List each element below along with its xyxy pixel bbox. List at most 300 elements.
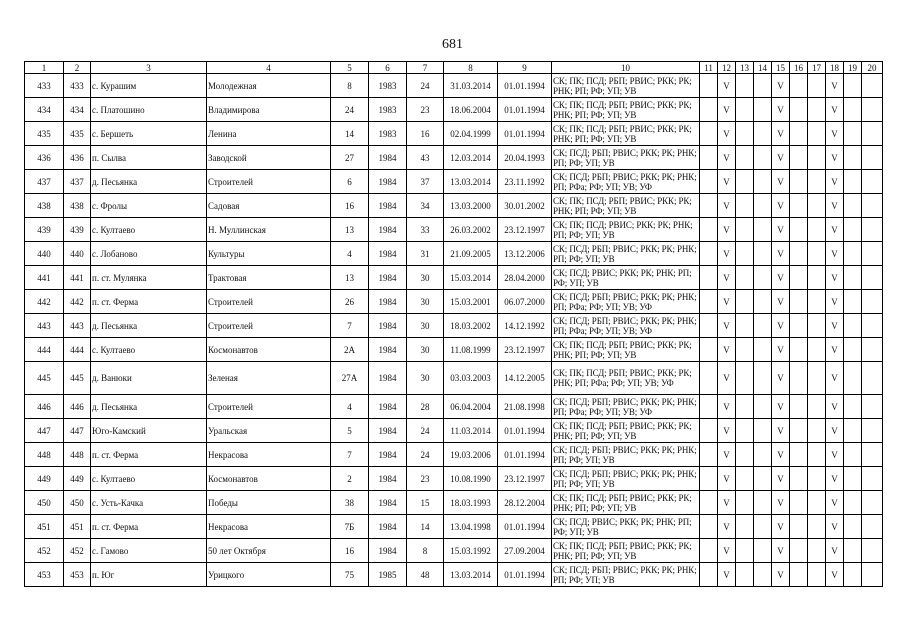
mark-col-20 bbox=[862, 314, 883, 338]
mark-col-17 bbox=[808, 194, 826, 218]
house-number: 27А bbox=[331, 362, 369, 395]
mark-col-17 bbox=[808, 98, 826, 122]
mark-col-13 bbox=[736, 266, 754, 290]
work-codes: СК; ПСД; РБП; РВИС; РКК; РК; РНК; РП; РФ; УП; УВ bbox=[552, 443, 700, 467]
column-header-5: 5 bbox=[331, 62, 369, 74]
mark-col-11 bbox=[700, 539, 718, 563]
mark-col-17 bbox=[808, 395, 826, 419]
mark-col-20 bbox=[862, 419, 883, 443]
year-built: 1984 bbox=[369, 170, 407, 194]
mark-col-14 bbox=[754, 98, 772, 122]
mark-col-17 bbox=[808, 539, 826, 563]
mark-col-11 bbox=[700, 515, 718, 539]
work-codes: СК; ПСД; РБП; РВИС; РКК; РК; РНК; РП; РФа; РФ; УП; УВ; УФ bbox=[552, 170, 700, 194]
mark-col-17 bbox=[808, 242, 826, 266]
mark-col-18: V bbox=[826, 443, 844, 467]
mark-col-16 bbox=[790, 362, 808, 395]
table-row bbox=[25, 362, 883, 395]
mark-col-13 bbox=[736, 338, 754, 362]
mark-col-20 bbox=[862, 266, 883, 290]
table-row bbox=[25, 98, 883, 122]
mark-col-16 bbox=[790, 242, 808, 266]
mark-col-12: V bbox=[718, 563, 736, 587]
mark-col-11 bbox=[700, 338, 718, 362]
table-row bbox=[25, 395, 883, 419]
mark-col-16 bbox=[790, 491, 808, 515]
mark-col-12: V bbox=[718, 194, 736, 218]
record-number: 441 bbox=[64, 266, 91, 290]
locality: п. Юг bbox=[91, 563, 207, 587]
house-number: 13 bbox=[331, 218, 369, 242]
house-number: 38 bbox=[331, 491, 369, 515]
date-survey: 18.06.2004 bbox=[444, 98, 498, 122]
mark-col-17 bbox=[808, 122, 826, 146]
date-registered: 13.12.2006 bbox=[498, 242, 552, 266]
mark-col-18: V bbox=[826, 122, 844, 146]
work-codes: СК; ПСД; РБП; РВИС; РКК; РК; РНК; РП; РФ; УП; УВ bbox=[552, 467, 700, 491]
row-number: 447 bbox=[25, 419, 64, 443]
mark-col-11 bbox=[700, 419, 718, 443]
locality: Юго-Камский bbox=[91, 419, 207, 443]
mark-col-16 bbox=[790, 338, 808, 362]
mark-col-14 bbox=[754, 194, 772, 218]
mark-col-17 bbox=[808, 218, 826, 242]
house-number: 4 bbox=[331, 242, 369, 266]
units: 16 bbox=[407, 122, 444, 146]
mark-col-11 bbox=[700, 170, 718, 194]
mark-col-15: V bbox=[772, 290, 790, 314]
year-built: 1984 bbox=[369, 395, 407, 419]
column-header-2: 2 bbox=[64, 62, 91, 74]
mark-col-11 bbox=[700, 443, 718, 467]
mark-col-14 bbox=[754, 242, 772, 266]
record-number: 438 bbox=[64, 194, 91, 218]
column-header-8: 8 bbox=[444, 62, 498, 74]
date-registered: 27.09.2004 bbox=[498, 539, 552, 563]
units: 30 bbox=[407, 290, 444, 314]
street: Уральская bbox=[207, 419, 331, 443]
mark-col-13 bbox=[736, 170, 754, 194]
mark-col-19 bbox=[844, 362, 862, 395]
house-number: 7 bbox=[331, 443, 369, 467]
mark-col-14 bbox=[754, 290, 772, 314]
year-built: 1983 bbox=[369, 98, 407, 122]
mark-col-19 bbox=[844, 563, 862, 587]
mark-col-16 bbox=[790, 266, 808, 290]
work-codes: СК; ПК; ПСД; РБП; РВИС; РКК; РК; РНК; РП; РФ; УП; УВ bbox=[552, 122, 700, 146]
mark-col-16 bbox=[790, 122, 808, 146]
mark-col-14 bbox=[754, 362, 772, 395]
mark-col-18: V bbox=[826, 419, 844, 443]
work-codes: СК; ПСД; РВИС; РКК; РК; РНК; РП; РФ; УП; УВ bbox=[552, 266, 700, 290]
mark-col-12: V bbox=[718, 98, 736, 122]
mark-col-12: V bbox=[718, 539, 736, 563]
mark-col-12: V bbox=[718, 419, 736, 443]
record-number: 439 bbox=[64, 218, 91, 242]
mark-col-15: V bbox=[772, 491, 790, 515]
mark-col-16 bbox=[790, 98, 808, 122]
mark-col-12: V bbox=[718, 266, 736, 290]
mark-col-18: V bbox=[826, 491, 844, 515]
mark-col-20 bbox=[862, 491, 883, 515]
record-number: 451 bbox=[64, 515, 91, 539]
locality: с. Култаево bbox=[91, 218, 207, 242]
mark-col-15: V bbox=[772, 146, 790, 170]
row-number: 444 bbox=[25, 338, 64, 362]
mark-col-14 bbox=[754, 443, 772, 467]
house-number: 27 bbox=[331, 146, 369, 170]
mark-col-20 bbox=[862, 395, 883, 419]
mark-col-14 bbox=[754, 419, 772, 443]
row-number: 452 bbox=[25, 539, 64, 563]
row-number: 439 bbox=[25, 218, 64, 242]
mark-col-12: V bbox=[718, 443, 736, 467]
mark-col-16 bbox=[790, 419, 808, 443]
street: Строителей bbox=[207, 395, 331, 419]
locality: п. Сылва bbox=[91, 146, 207, 170]
house-number: 2А bbox=[331, 338, 369, 362]
date-survey: 18.03.2002 bbox=[444, 314, 498, 338]
mark-col-12: V bbox=[718, 314, 736, 338]
mark-col-11 bbox=[700, 242, 718, 266]
record-number: 440 bbox=[64, 242, 91, 266]
mark-col-16 bbox=[790, 395, 808, 419]
street: Строителей bbox=[207, 170, 331, 194]
mark-col-17 bbox=[808, 362, 826, 395]
mark-col-14 bbox=[754, 74, 772, 98]
street: Садовая bbox=[207, 194, 331, 218]
year-built: 1984 bbox=[369, 314, 407, 338]
mark-col-17 bbox=[808, 74, 826, 98]
year-built: 1984 bbox=[369, 443, 407, 467]
mark-col-19 bbox=[844, 74, 862, 98]
street: Молодежная bbox=[207, 74, 331, 98]
date-survey: 15.03.1992 bbox=[444, 539, 498, 563]
row-number: 450 bbox=[25, 491, 64, 515]
date-registered: 01.01.1994 bbox=[498, 443, 552, 467]
mark-col-17 bbox=[808, 491, 826, 515]
mark-col-17 bbox=[808, 266, 826, 290]
record-number: 449 bbox=[64, 467, 91, 491]
mark-col-20 bbox=[862, 122, 883, 146]
mark-col-11 bbox=[700, 74, 718, 98]
mark-col-12: V bbox=[718, 170, 736, 194]
mark-col-19 bbox=[844, 290, 862, 314]
mark-col-15: V bbox=[772, 218, 790, 242]
mark-col-18: V bbox=[826, 266, 844, 290]
column-header-15: 15 bbox=[772, 62, 790, 74]
house-number: 14 bbox=[331, 122, 369, 146]
mark-col-11 bbox=[700, 491, 718, 515]
mark-col-12: V bbox=[718, 74, 736, 98]
row-number: 440 bbox=[25, 242, 64, 266]
street: Владимирова bbox=[207, 98, 331, 122]
column-header-12: 12 bbox=[718, 62, 736, 74]
column-header-17: 17 bbox=[808, 62, 826, 74]
mark-col-16 bbox=[790, 218, 808, 242]
locality: с. Култаево bbox=[91, 467, 207, 491]
units: 37 bbox=[407, 170, 444, 194]
date-registered: 23.11.1992 bbox=[498, 170, 552, 194]
mark-col-15: V bbox=[772, 395, 790, 419]
mark-col-11 bbox=[700, 467, 718, 491]
record-number: 444 bbox=[64, 338, 91, 362]
record-number: 447 bbox=[64, 419, 91, 443]
house-number: 8 bbox=[331, 74, 369, 98]
mark-col-11 bbox=[700, 146, 718, 170]
date-registered: 30.01.2002 bbox=[498, 194, 552, 218]
date-registered: 01.01.1994 bbox=[498, 122, 552, 146]
mark-col-19 bbox=[844, 218, 862, 242]
work-codes: СК; ПК; ПСД; РБП; РВИС; РКК; РК; РНК; РП; РФ; УП; УВ bbox=[552, 539, 700, 563]
house-number: 16 bbox=[331, 539, 369, 563]
date-survey: 02.04.1999 bbox=[444, 122, 498, 146]
locality: с. Усть-Качка bbox=[91, 491, 207, 515]
column-header-13: 13 bbox=[736, 62, 754, 74]
date-registered: 28.12.2004 bbox=[498, 491, 552, 515]
column-header-4: 4 bbox=[207, 62, 331, 74]
mark-col-13 bbox=[736, 314, 754, 338]
locality: д. Песьянка bbox=[91, 395, 207, 419]
house-number: 13 bbox=[331, 266, 369, 290]
mark-col-18: V bbox=[826, 170, 844, 194]
mark-col-16 bbox=[790, 467, 808, 491]
year-built: 1983 bbox=[369, 74, 407, 98]
street: Ленина bbox=[207, 122, 331, 146]
table-row bbox=[25, 170, 883, 194]
mark-col-12: V bbox=[718, 122, 736, 146]
house-number: 7 bbox=[331, 314, 369, 338]
row-number: 451 bbox=[25, 515, 64, 539]
street: Заводской bbox=[207, 146, 331, 170]
mark-col-19 bbox=[844, 443, 862, 467]
date-survey: 26.03.2002 bbox=[444, 218, 498, 242]
mark-col-15: V bbox=[772, 338, 790, 362]
mark-col-19 bbox=[844, 98, 862, 122]
mark-col-13 bbox=[736, 194, 754, 218]
record-number: 434 bbox=[64, 98, 91, 122]
table-row bbox=[25, 122, 883, 146]
year-built: 1984 bbox=[369, 146, 407, 170]
row-number: 438 bbox=[25, 194, 64, 218]
row-number: 449 bbox=[25, 467, 64, 491]
mark-col-20 bbox=[862, 362, 883, 395]
house-number: 24 bbox=[331, 98, 369, 122]
mark-col-19 bbox=[844, 314, 862, 338]
mark-col-14 bbox=[754, 338, 772, 362]
mark-col-11 bbox=[700, 395, 718, 419]
mark-col-12: V bbox=[718, 362, 736, 395]
house-number: 7Б bbox=[331, 515, 369, 539]
mark-col-11 bbox=[700, 98, 718, 122]
mark-col-19 bbox=[844, 170, 862, 194]
street: Урицкого bbox=[207, 563, 331, 587]
mark-col-12: V bbox=[718, 242, 736, 266]
date-registered: 14.12.1992 bbox=[498, 314, 552, 338]
work-codes: СК; ПСД; РБП; РВИС; РКК; РК; РНК; РП; РФа; РФ; УП; УВ; УФ bbox=[552, 314, 700, 338]
record-number: 448 bbox=[64, 443, 91, 467]
mark-col-13 bbox=[736, 443, 754, 467]
mark-col-20 bbox=[862, 539, 883, 563]
street: Космонавтов bbox=[207, 467, 331, 491]
mark-col-15: V bbox=[772, 539, 790, 563]
year-built: 1984 bbox=[369, 266, 407, 290]
locality: п. ст. Ферма bbox=[91, 443, 207, 467]
house-number: 26 bbox=[331, 290, 369, 314]
mark-col-19 bbox=[844, 467, 862, 491]
row-number: 448 bbox=[25, 443, 64, 467]
date-survey: 15.03.2014 bbox=[444, 266, 498, 290]
row-number: 443 bbox=[25, 314, 64, 338]
column-header-14: 14 bbox=[754, 62, 772, 74]
mark-col-19 bbox=[844, 515, 862, 539]
mark-col-11 bbox=[700, 314, 718, 338]
mark-col-17 bbox=[808, 290, 826, 314]
year-built: 1984 bbox=[369, 362, 407, 395]
mark-col-14 bbox=[754, 563, 772, 587]
column-header-19: 19 bbox=[844, 62, 862, 74]
column-header-7: 7 bbox=[407, 62, 444, 74]
mark-col-14 bbox=[754, 146, 772, 170]
record-number: 446 bbox=[64, 395, 91, 419]
mark-col-11 bbox=[700, 362, 718, 395]
date-survey: 12.03.2014 bbox=[444, 146, 498, 170]
mark-col-13 bbox=[736, 563, 754, 587]
table-row bbox=[25, 74, 883, 98]
year-built: 1984 bbox=[369, 419, 407, 443]
mark-col-13 bbox=[736, 362, 754, 395]
date-survey: 31.03.2014 bbox=[444, 74, 498, 98]
row-number: 436 bbox=[25, 146, 64, 170]
row-number: 442 bbox=[25, 290, 64, 314]
table-row bbox=[25, 419, 883, 443]
mark-col-17 bbox=[808, 170, 826, 194]
locality: д. Ванюки bbox=[91, 362, 207, 395]
mark-col-15: V bbox=[772, 194, 790, 218]
mark-col-12: V bbox=[718, 491, 736, 515]
mark-col-14 bbox=[754, 515, 772, 539]
work-codes: СК; ПСД; РБП; РВИС; РКК; РК; РНК; РП; РФ; УП; УВ bbox=[552, 563, 700, 587]
date-survey: 13.03.2000 bbox=[444, 194, 498, 218]
mark-col-11 bbox=[700, 290, 718, 314]
mark-col-16 bbox=[790, 443, 808, 467]
street: Зеленая bbox=[207, 362, 331, 395]
mark-col-13 bbox=[736, 122, 754, 146]
mark-col-20 bbox=[862, 170, 883, 194]
mark-col-19 bbox=[844, 242, 862, 266]
year-built: 1984 bbox=[369, 491, 407, 515]
mark-col-13 bbox=[736, 242, 754, 266]
mark-col-18: V bbox=[826, 338, 844, 362]
mark-col-15: V bbox=[772, 443, 790, 467]
units: 43 bbox=[407, 146, 444, 170]
year-built: 1984 bbox=[369, 290, 407, 314]
street: Строителей bbox=[207, 290, 331, 314]
record-number: 443 bbox=[64, 314, 91, 338]
mark-col-20 bbox=[862, 443, 883, 467]
table-row bbox=[25, 467, 883, 491]
year-built: 1984 bbox=[369, 515, 407, 539]
units: 31 bbox=[407, 242, 444, 266]
house-number: 16 bbox=[331, 194, 369, 218]
mark-col-20 bbox=[862, 194, 883, 218]
header-row bbox=[25, 62, 883, 74]
mark-col-12: V bbox=[718, 395, 736, 419]
year-built: 1983 bbox=[369, 122, 407, 146]
mark-col-17 bbox=[808, 467, 826, 491]
row-number: 437 bbox=[25, 170, 64, 194]
row-number: 435 bbox=[25, 122, 64, 146]
work-codes: СК; ПК; ПСД; РБП; РВИС; РКК; РК; РНК; РП; РФ; УП; УВ bbox=[552, 338, 700, 362]
mark-col-20 bbox=[862, 242, 883, 266]
table-row bbox=[25, 443, 883, 467]
date-registered: 23.12.1997 bbox=[498, 218, 552, 242]
mark-col-18: V bbox=[826, 395, 844, 419]
mark-col-16 bbox=[790, 515, 808, 539]
mark-col-15: V bbox=[772, 266, 790, 290]
mark-col-15: V bbox=[772, 467, 790, 491]
mark-col-15: V bbox=[772, 362, 790, 395]
mark-col-12: V bbox=[718, 515, 736, 539]
units: 30 bbox=[407, 362, 444, 395]
year-built: 1984 bbox=[369, 338, 407, 362]
date-survey: 13.03.2014 bbox=[444, 563, 498, 587]
table-row bbox=[25, 515, 883, 539]
work-codes: СК; ПСД; РВИС; РКК; РК; РНК; РП; РФ; УП; УВ bbox=[552, 515, 700, 539]
mark-col-14 bbox=[754, 266, 772, 290]
mark-col-16 bbox=[790, 146, 808, 170]
work-codes: СК; ПСД; РБП; РВИС; РКК; РК; РНК; РП; РФа; РФ; УП; УВ; УФ bbox=[552, 395, 700, 419]
work-codes: СК; ПК; ПСД; РБП; РВИС; РКК; РК; РНК; РП; РФ; УП; УВ bbox=[552, 491, 700, 515]
table-row bbox=[25, 266, 883, 290]
mark-col-19 bbox=[844, 194, 862, 218]
mark-col-17 bbox=[808, 419, 826, 443]
row-number: 445 bbox=[25, 362, 64, 395]
mark-col-11 bbox=[700, 122, 718, 146]
mark-col-15: V bbox=[772, 170, 790, 194]
mark-col-11 bbox=[700, 563, 718, 587]
house-number: 2 bbox=[331, 467, 369, 491]
date-survey: 11.08.1999 bbox=[444, 338, 498, 362]
column-header-9: 9 bbox=[498, 62, 552, 74]
mark-col-19 bbox=[844, 146, 862, 170]
units: 24 bbox=[407, 419, 444, 443]
mark-col-15: V bbox=[772, 563, 790, 587]
table-row bbox=[25, 242, 883, 266]
work-codes: СК; ПСД; РБП; РВИС; РКК; РК; РНК; РП; РФ; УП; УВ bbox=[552, 146, 700, 170]
units: 34 bbox=[407, 194, 444, 218]
street: 50 лет Октября bbox=[207, 539, 331, 563]
mark-col-17 bbox=[808, 515, 826, 539]
mark-col-13 bbox=[736, 467, 754, 491]
mark-col-19 bbox=[844, 266, 862, 290]
mark-col-14 bbox=[754, 491, 772, 515]
work-codes: СК; ПСД; РБП; РВИС; РКК; РК; РНК; РП; РФ; УП; УВ bbox=[552, 242, 700, 266]
column-header-16: 16 bbox=[790, 62, 808, 74]
table-row bbox=[25, 338, 883, 362]
mark-col-15: V bbox=[772, 419, 790, 443]
date-registered: 14.12.2005 bbox=[498, 362, 552, 395]
mark-col-17 bbox=[808, 314, 826, 338]
date-registered: 23.12.1997 bbox=[498, 467, 552, 491]
table-body bbox=[25, 74, 883, 587]
column-header-1: 1 bbox=[25, 62, 64, 74]
mark-col-18: V bbox=[826, 362, 844, 395]
table-row bbox=[25, 314, 883, 338]
date-registered: 01.01.1994 bbox=[498, 563, 552, 587]
units: 14 bbox=[407, 515, 444, 539]
mark-col-16 bbox=[790, 74, 808, 98]
